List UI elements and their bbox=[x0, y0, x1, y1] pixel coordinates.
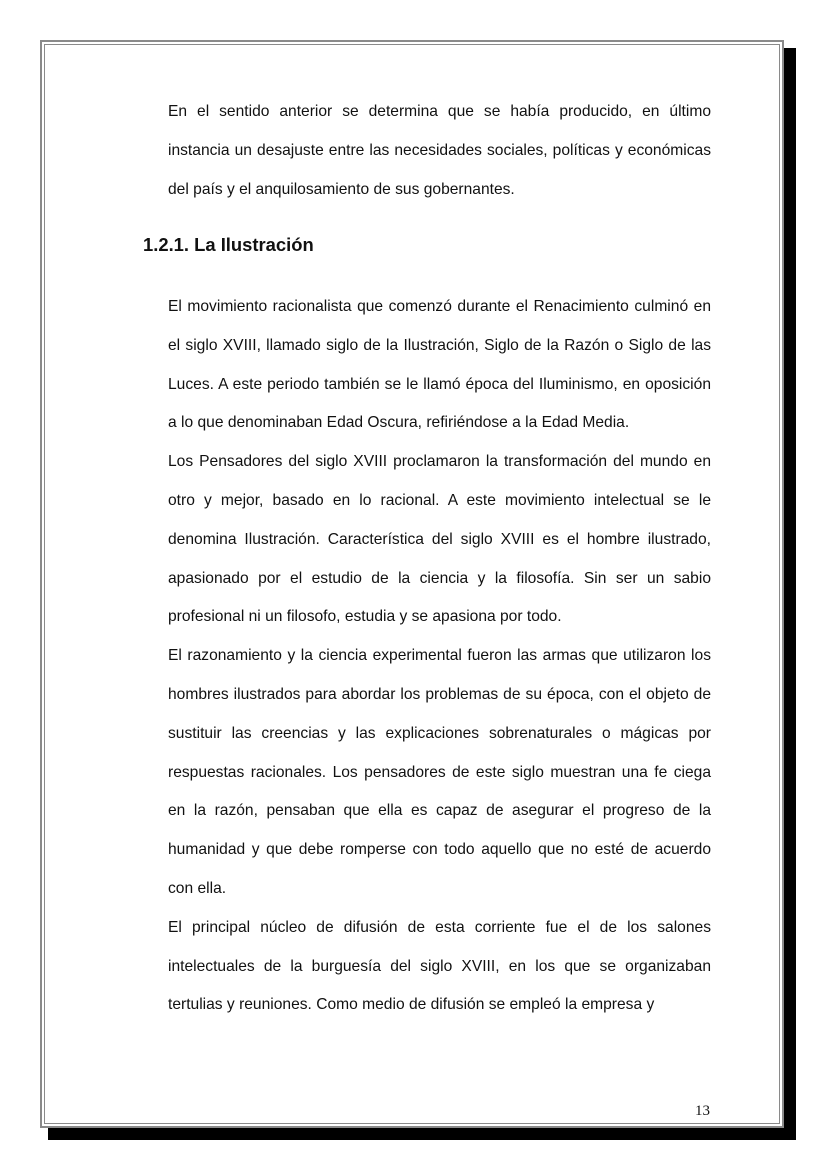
intro-paragraph: En el sentido anterior se determina que se había producido, en último instancia un desajuste entre las necesidades sociales, políticas y económicas del país y el anquilosamiento de sus gobernantes. bbox=[168, 103, 711, 198]
intro-block bbox=[168, 93, 711, 209]
paragraph-1: El movimiento racionalista que comenzó durante el Renacimiento culminó en el siglo XVIII, llamado siglo de la Ilustración, Siglo de la Razón o Siglo de las Luces. A este periodo también se le llamó época del Iluminismo, en oposición a lo que denominaban Edad Oscura, refiriéndose a la Edad Media. bbox=[168, 298, 711, 432]
page-number: 13 bbox=[695, 1103, 710, 1119]
body-text bbox=[168, 288, 711, 1025]
paragraph-4: El principal núcleo de difusión de esta corriente fue el de los salones intelectuales de la burguesía del siglo XVIII, en los que se organizaban tertulias y reuniones. Como medio de difusión se empleó la empresa y bbox=[168, 918, 711, 1014]
paragraph-2: Los Pensadores del siglo XVIII proclamaron la transformación del mundo en otro y mejor, basado en lo racional. A este movimiento intelectual se le denomina Ilustración. Característica del siglo XVIII es el hombre ilustrado, apasionado por el estudio de la ciencia y la filosofía. Sin ser un sabio profesional ni un filosofo, estudia y se apasiona por todo. bbox=[168, 453, 711, 626]
section-heading: 1.2.1. La Ilustración bbox=[143, 234, 314, 255]
paragraph-3: El razonamiento y la ciencia experimental fueron las armas que utilizaron los hombres ilustrados para abordar los problemas de su época, con el objeto de sustituir las creencias y las explicaciones sobrenaturales o mágicas por respuestas racionales. Los pensadores de este siglo muestran una fe ciega en la razón, pensaban que ella es capaz de asegurar el progreso de la humanidad y que debe romperse con todo aquello que no esté de acuerdo con ella. bbox=[168, 647, 711, 897]
